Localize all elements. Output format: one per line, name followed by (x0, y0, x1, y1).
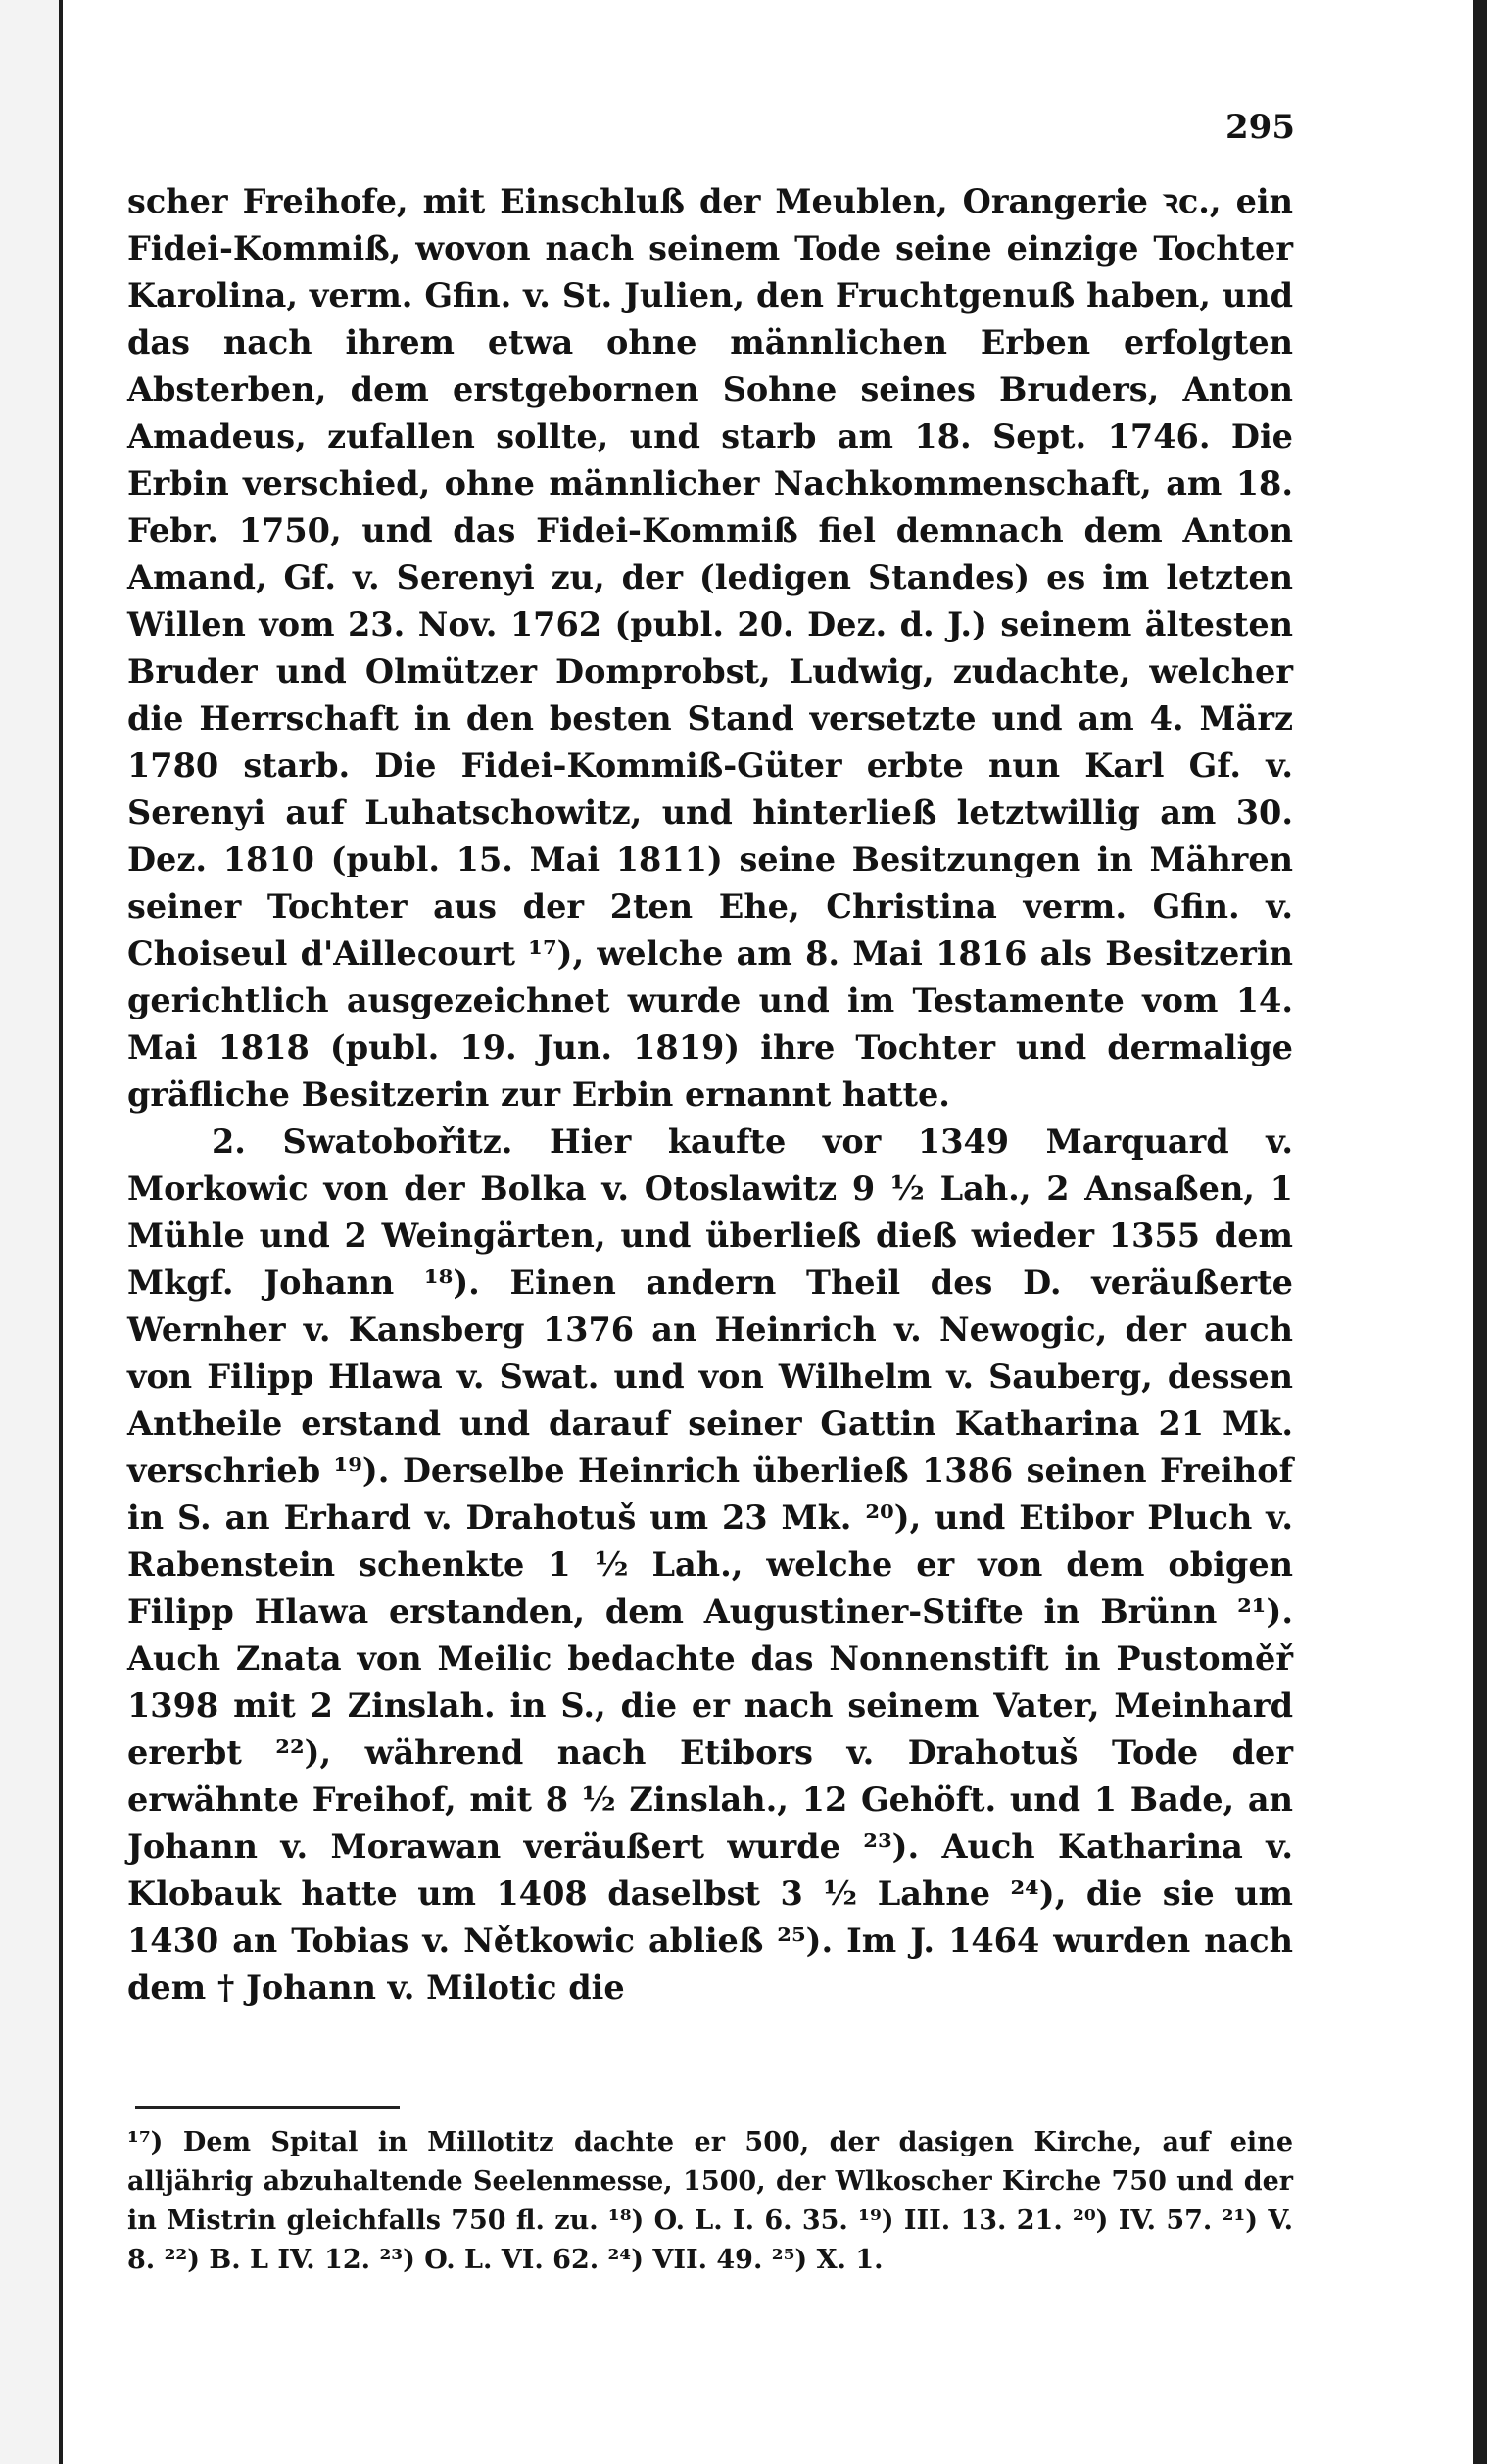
footnote-separator (135, 2106, 400, 2109)
right-page-edge (1473, 0, 1487, 2464)
body-text (127, 178, 1293, 2012)
page-number: 295 (1225, 108, 1295, 147)
paragraph-continuation: scher Freihofe, mit Einschluß der Meublen, Orangerie ꝛc., ein Fidei-Kommiß, wovon nach seinem Tode seine einzige Tochter Karolina, verm. Gfin. v. St. Julien, den Fruchtgenuß haben, und das nach ihrem etwa ohne männlichen Erben erfolgten Absterben, dem erstgebornen Sohne seines Bruders, Anton Amadeus, zufallen sollte, und starb am 18. Sept. 1746. Die Erbin verschied, ohne männlicher Nachkommenschaft, am 18. Febr. 1750, und das Fidei-Kommiß fiel demnach dem Anton Amand, Gf. v. Serenyi zu, der (ledigen Standes) es im letzten Willen vom 23. Nov. 1762 (publ. 20. Dez. d. J.) seinem ältesten Bruder und Olmützer Domprobst, Ludwig, zudachte, welcher die Herrschaft in den besten Stand versetzte und am 4. März 1780 starb. Die Fidei-Kommiß-Güter erbte nun Karl Gf. v. Serenyi auf Luhatschowitz, und hinterließ letztwillig am 30. Dez. 1810 (publ. 15. Mai 1811) seine Besitzungen in Mähren seiner Tochter aus der 2ten Ehe, Christina verm. Gfin. v. Choiseul d'Aillecourt ¹⁷), welche am 8. Mai 1816 als Besitzerin gerichtlich ausgezeichnet wurde und im Testamente vom 14. Mai 1818 (publ. 19. Jun. 1819) ihre Tochter und dermalige gräfliche Besitzerin zur Erbin ernannt hatte. (127, 182, 1293, 1114)
left-page-edge (0, 0, 63, 2464)
paragraph-swatoboritz: 2. Swatobořitz. Hier kaufte vor 1349 Marquard v. Morkowic von der Bolka v. Otoslawitz 9 ½ Lah., 2 Ansaßen, 1 Mühle und 2 Weingärten, und überließ dieß wieder 1355 dem Mkgf. Johann ¹⁸). Einen andern Theil des D. veräußerte Wernher v. Kansberg 1376 an Heinrich v. Newogic, der auch von Filipp Hlawa v. Swat. und von Wilhelm v. Sauberg, dessen Antheile erstand und darauf seiner Gattin Katharina 21 Mk. verschrieb ¹⁹). Derselbe Heinrich überließ 1386 seinen Freihof in S. an Erhard v. Drahotuš um 23 Mk. ²⁰), und Etibor Pluch v. Rabenstein schenkte 1 ½ Lah., welche er von dem obigen Filipp Hlawa erstanden, dem Augustiner-Stifte in Brünn ²¹). Auch Znata von Meilic bedachte das Nonnenstift in Pustoměř 1398 mit 2 Zinslah. in S., die er nach seinem Vater, Meinhard ererbt ²²), während nach Etibors v. Drahotuš Tode der erwähnte Freihof, mit 8 ½ Zinslah., 12 Gehöft. und 1 Bade, an Johann v. Morawan veräußert wurde ²³). Auch Katharina v. Klobauk hatte um 1408 daselbst 3 ½ Lahne ²⁴), die sie um 1430 an Tobias v. Nětkowic abließ ²⁵). Im J. 1464 wurden nach dem † Johann v. Milotic die (127, 1122, 1293, 2007)
footnotes: ¹⁷) Dem Spital in Millotitz dachte er 500, der dasigen Kirche, auf eine alljährig abzuhaltende Seelenmesse, 1500, der Wlkoscher Kirche 750 und der in Mistrin gleichfalls 750 fl. zu. ¹⁸) O. L. I. 6. 35. ¹⁹) III. 13. 21. ²⁰) IV. 57. ²¹) V. 8. ²²) B. L IV. 12. ²³) O. L. VI. 62. ²⁴) VII. 49. ²⁵) X. 1. (127, 2127, 1293, 2275)
